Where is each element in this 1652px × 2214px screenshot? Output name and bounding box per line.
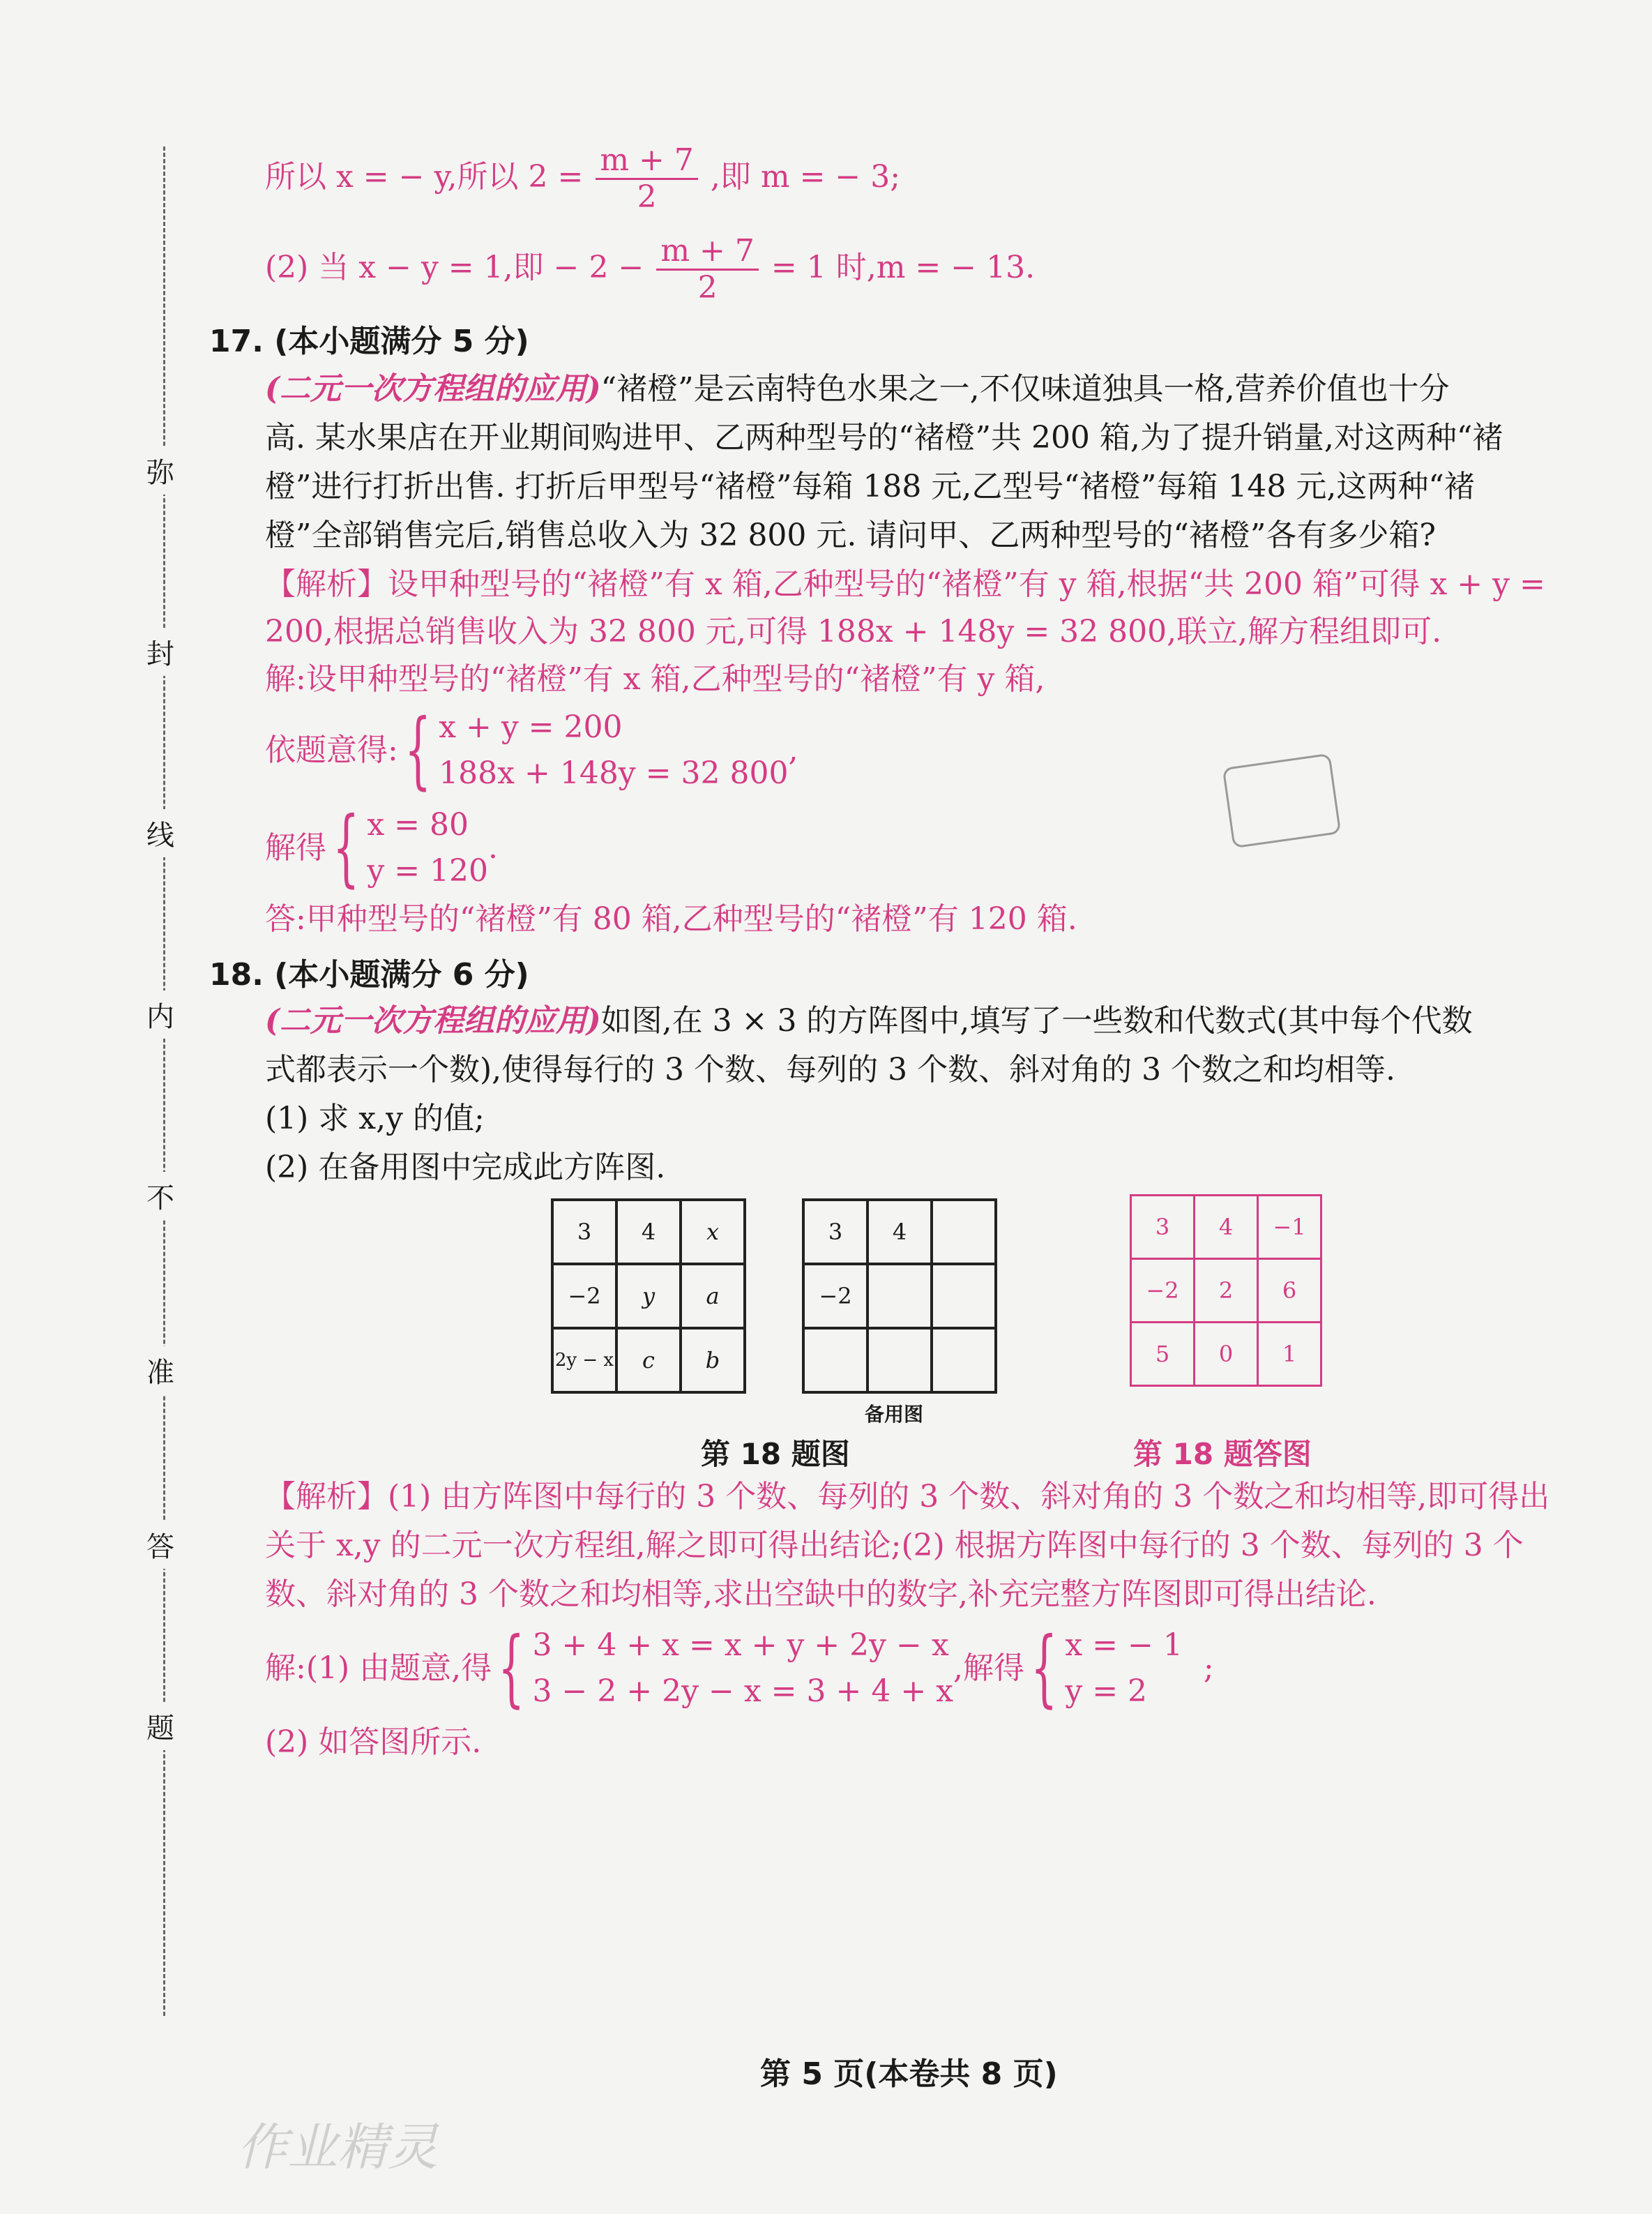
q17-analysis: 【解析】设甲种型号的“褚橙”有 x 箱,乙种型号的“褚橙”有 y 箱,根据“共 200 箱”可得 x + y = bbox=[265, 566, 1545, 602]
grid-cell: 2y − x bbox=[552, 1328, 616, 1392]
grid-cell bbox=[867, 1328, 932, 1392]
grid-spare bbox=[802, 1198, 997, 1394]
grid-cell: 4 bbox=[1195, 1196, 1258, 1259]
figure-caption: 第 18 题图 bbox=[701, 1437, 850, 1471]
brace-icon: { bbox=[498, 1620, 525, 1717]
grid-row bbox=[552, 1264, 745, 1328]
margin-char: 线 bbox=[146, 809, 174, 857]
grid-cell bbox=[867, 1264, 932, 1328]
brace-icon: { bbox=[404, 702, 432, 799]
stamp-icon bbox=[1222, 753, 1342, 849]
grid-cell: 3 bbox=[803, 1200, 867, 1264]
q17-stem: 橙”进行打折出售. 打折后甲型号“褚橙”每箱 188 元,乙型号“褚橙”每箱 148 元,这两种“褚 bbox=[265, 469, 1475, 504]
grid-cell: −1 bbox=[1258, 1196, 1321, 1259]
grid-cell: 3 bbox=[552, 1200, 616, 1264]
q17-stem: 橙”全部销售完后,销售总收入为 32 800 元. 请问甲、乙两种型号的“褚橙”各有多少箱? bbox=[265, 518, 1436, 553]
margin-char: 准 bbox=[146, 1346, 174, 1394]
grid-row bbox=[1131, 1323, 1321, 1386]
grid-row bbox=[803, 1200, 996, 1264]
grid-cell: −2 bbox=[552, 1264, 616, 1328]
q18-part1: (1) 求 x,y 的值; bbox=[265, 1101, 485, 1136]
q17-tag: (二元一次方程组的应用) bbox=[265, 371, 601, 407]
grid-answer bbox=[1130, 1194, 1322, 1387]
margin-char: 题 bbox=[146, 1702, 174, 1750]
grid-cell: 1 bbox=[1258, 1323, 1321, 1386]
q17-result: 解得 { x = 80 y = 120 . bbox=[265, 799, 499, 896]
grid-row bbox=[1131, 1259, 1321, 1323]
q17-stem: 高. 某水果店在开业期间购进甲、乙两种型号的“褚橙”共 200 箱,为了提升销量,对这两种“褚 bbox=[265, 420, 1503, 455]
brace-icon: { bbox=[1031, 1620, 1058, 1717]
grid-cell: 5 bbox=[1131, 1323, 1195, 1386]
grid-cell bbox=[932, 1264, 996, 1328]
margin-char: 内 bbox=[146, 991, 174, 1039]
grid-row bbox=[552, 1200, 745, 1264]
margin-char: 不 bbox=[146, 1172, 174, 1220]
grid-cell: 0 bbox=[1195, 1323, 1258, 1386]
q17-stem: (二元一次方程组的应用)“褚橙”是云南特色水果之一,不仅味道独具一格,营养价值也十分 bbox=[265, 371, 1450, 407]
grid-cell bbox=[932, 1200, 996, 1264]
grid-row bbox=[1131, 1196, 1321, 1259]
grid-cell: c bbox=[616, 1328, 681, 1392]
grid-cell: x bbox=[681, 1200, 745, 1264]
grid-row bbox=[803, 1264, 996, 1328]
q17-system: 依题意得: { x + y = 200 188x + 148y = 32 800 , bbox=[265, 702, 798, 799]
q18-tag: (二元一次方程组的应用) bbox=[265, 1003, 601, 1039]
grid-row bbox=[552, 1328, 745, 1392]
q17-solution: 解:设甲种型号的“褚橙”有 x 箱,乙种型号的“褚橙”有 y 箱, bbox=[265, 661, 1045, 697]
q18-header: 18. (本小题满分 6 分) bbox=[209, 957, 529, 993]
margin-char: 弥 bbox=[146, 446, 174, 495]
grid-cell: 2 bbox=[1195, 1259, 1258, 1323]
watermark: 作业精灵 bbox=[237, 2118, 439, 2176]
q16-line2 bbox=[265, 234, 1035, 306]
q18-part2: (2) 在备用图中完成此方阵图. bbox=[265, 1150, 666, 1185]
grid-cell: b bbox=[681, 1328, 745, 1392]
q18-analysis: 【解析】(1) 由方阵图中每行的 3 个数、每列的 3 个数、斜对角的 3 个数之和均相等,即可得出 bbox=[265, 1479, 1550, 1514]
q18-stem: 式都表示一个数),使得每行的 3 个数、每列的 3 个数、斜对角的 3 个数之和均相等. bbox=[265, 1052, 1396, 1087]
q18-analysis: 数、斜对角的 3 个数之和均相等,求出空缺中的数字,补充完整方阵图即可得出结论. bbox=[265, 1576, 1377, 1612]
grid-main bbox=[551, 1198, 746, 1394]
grid-cell bbox=[932, 1328, 996, 1392]
fraction: $\frac{m + 7}{2}$ bbox=[656, 234, 759, 306]
q17-answer: 答:甲种型号的“褚橙”有 80 箱,乙种型号的“褚橙”有 120 箱. bbox=[265, 901, 1077, 937]
q16-line1 bbox=[265, 143, 900, 215]
page-footer: 第 5 页(本卷共 8 页) bbox=[760, 2056, 1058, 2092]
margin-char: 封 bbox=[146, 628, 174, 676]
q18-stem: (二元一次方程组的应用)如图,在 3 × 3 的方阵图中,填写了一些数和代数式(其中每个代数 bbox=[265, 1003, 1473, 1039]
fraction: $\frac{m + 7}{2}$ bbox=[596, 143, 698, 215]
grid-cell: a bbox=[681, 1264, 745, 1328]
grid-cell: −2 bbox=[803, 1264, 867, 1328]
q17-analysis: 200,根据总销售收入为 32 800 元,可得 188x + 148y = 32 800,联立,解方程组即可. bbox=[265, 614, 1442, 649]
q16-text: = 1 时,m = − 13. bbox=[771, 250, 1036, 285]
answer-figure-caption: 第 18 题答图 bbox=[1133, 1437, 1312, 1471]
q18-analysis: 关于 x,y 的二元一次方程组,解之即可得出结论;(2) 根据方阵图中每行的 3 个数、每列的 3 个 bbox=[265, 1528, 1524, 1563]
q16-text: 所以 x = − y,所以 2 = bbox=[265, 159, 584, 195]
q16-text: (2) 当 x − y = 1,即 − 2 − bbox=[265, 250, 644, 285]
grid-cell: 4 bbox=[616, 1200, 681, 1264]
grid-cell bbox=[803, 1328, 867, 1392]
grid-cell: 6 bbox=[1258, 1259, 1321, 1323]
margin-char: 答 bbox=[146, 1521, 174, 1569]
grid-cell: 4 bbox=[867, 1200, 932, 1264]
grid-cell: y bbox=[616, 1264, 681, 1328]
grid-cell: 3 bbox=[1131, 1196, 1195, 1259]
q16-text: ,即 m = − 3; bbox=[710, 159, 901, 195]
q17-header: 17. (本小题满分 5 分) bbox=[209, 324, 529, 359]
q18-solution-2: (2) 如答图所示. bbox=[265, 1724, 482, 1760]
grid-cell: −2 bbox=[1131, 1259, 1195, 1323]
grid-row bbox=[803, 1328, 996, 1392]
brace-icon: { bbox=[333, 799, 360, 896]
spare-caption: 备用图 bbox=[865, 1403, 924, 1426]
q18-solution: 解:(1) 由题意,得 { 3 + 4 + x = x + y + 2y − x 3 − 2 + 2y − x = 3 + 4 + x ,解得 { x = − 1 y = 2 ; bbox=[265, 1620, 1214, 1717]
